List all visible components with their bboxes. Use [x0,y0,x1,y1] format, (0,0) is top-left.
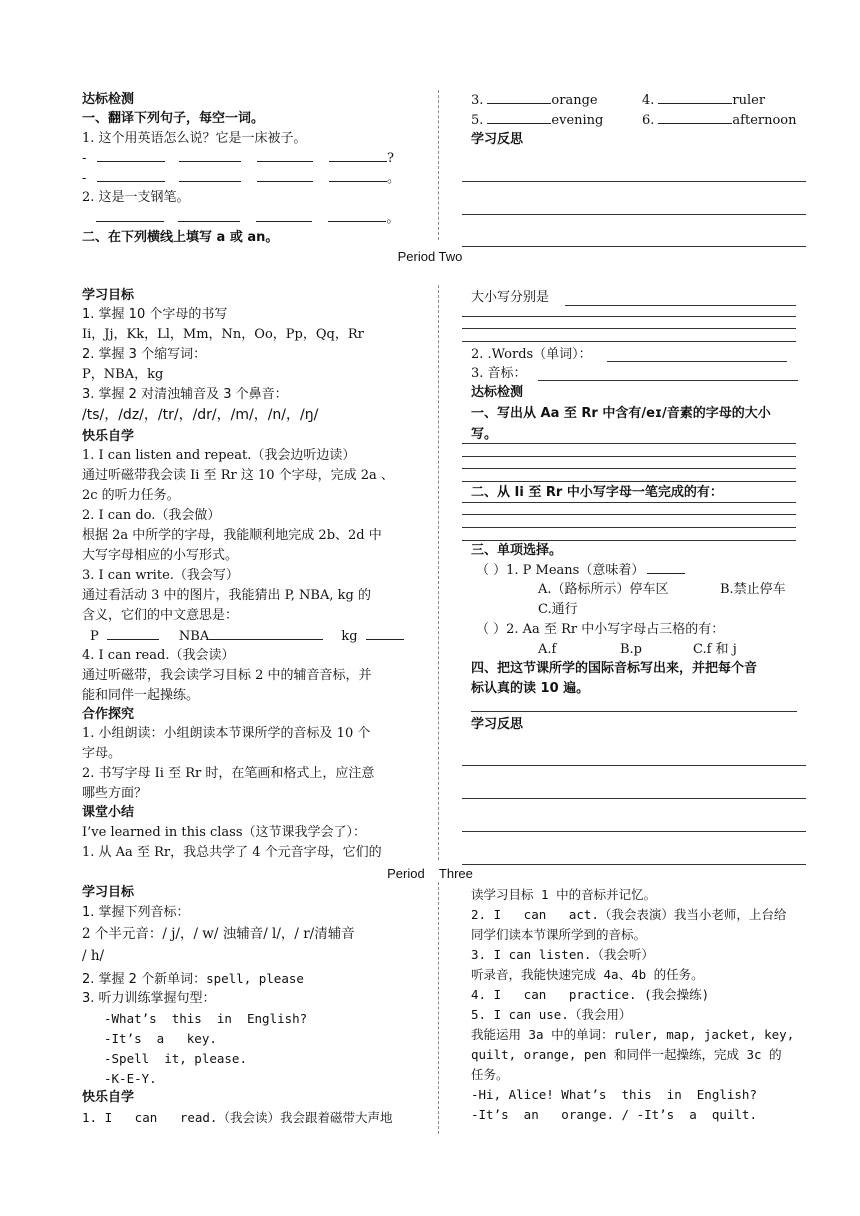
writing-line[interactable] [565,305,796,306]
dialogue-line: -What’s this in English? [104,1011,308,1026]
text-line: 听录音，我能快速完成 4a、4b 的任务。 [471,967,704,982]
text-line: 通过听磁带我会读 Ii 至 Rr 这 10 个字母，完成 2a 、 [82,468,394,483]
writing-line[interactable] [462,181,806,182]
blank-line-row [82,209,399,228]
goal-item: 2. 掌握 2 个新单词：spell, please [82,971,304,987]
dialogue-line: -It’s a key. [104,1031,217,1046]
goal-item: 3. 听力训练掌握句型： [82,991,216,1006]
dash: - [82,151,87,166]
writing-line[interactable] [462,765,806,766]
writing-line[interactable] [462,864,806,865]
question-text: 1. 这个用英语怎么说？它是一床被子。 [82,131,307,146]
goal-item: 1. 掌握 10 个字母的书写 [82,307,228,322]
blank[interactable] [658,91,732,104]
writing-line[interactable] [462,481,796,482]
text-line: 哪些方面？ [82,786,148,801]
reflection-heading: 学习反思 [471,717,524,732]
blank-line-row [82,169,400,188]
cooperation-heading: 合作探究 [82,707,135,722]
blank[interactable] [658,111,732,124]
text-line: 含义，它们的中文意思是： [82,608,239,623]
fill-item: 5. evening [471,113,604,128]
writing-line[interactable] [462,341,796,342]
question-text: 2. 这是一支钢笔。 [82,190,190,205]
text-line: 能和同伴一起操练。 [82,688,200,703]
blank[interactable] [328,209,386,222]
writing-line[interactable] [462,328,796,329]
goal-item: 2. 掌握 3 个缩写词： [82,347,207,362]
blank[interactable] [179,149,241,162]
check-heading: 达标检测 [471,385,524,400]
blank[interactable] [257,169,313,182]
exercise-heading: 一、翻译下列句子，每空一词。 [82,111,265,126]
mc-option[interactable]: B.p [620,642,643,657]
period-mark: 。 [386,211,400,226]
text-line: I’ve learned in this class（这节课我学会了）： [82,825,367,840]
writing-line[interactable] [471,711,797,712]
blank[interactable] [366,627,404,640]
writing-line[interactable] [462,831,806,832]
text-line: 3. I can write.（我会写） [82,568,239,583]
text-line: 根据 2a 中所学的字母，我能顺利地完成 2b、2d 中 [82,528,382,543]
period-heading: Period Three [387,866,473,881]
blank[interactable] [257,149,313,162]
writing-line[interactable] [607,361,787,362]
column-divider-1 [438,90,439,240]
dash: - [82,171,87,186]
goal-detail: Ii，Jj，Kk，Ll，Mm，Nn，Oo，Pp，Qq，Rr [82,327,364,342]
writing-line[interactable] [462,316,796,317]
text-line: 1. 从 Aa 至 Rr，我总共学了 4 个元音字母，它们的 [82,845,382,860]
mc-option[interactable]: A.f [538,642,557,657]
text-line: 2. I can act.（我会表演）我当小老师，上台给 [471,907,787,922]
goal-item: 3. 掌握 2 对清浊辅音及 3 个鼻音： [82,387,288,402]
blank[interactable] [178,209,240,222]
dialogue-line: -K-E-Y. [104,1071,157,1086]
text-line: 大写字母相应的小写形式。 [82,548,239,563]
text-line: 4. I can read.（我会读） [82,648,235,663]
text-line: 2c 的听力任务。 [82,488,180,503]
text-line: 同学们读本节课所学到的音标。 [471,927,647,942]
writing-line[interactable] [462,540,796,541]
text-line: 1. 小组朗读：小组朗读本节课所学的音标及 10 个 [82,726,371,741]
text-line: 我能运用 3a 中的单词：ruler, map, jacket, key, [471,1027,795,1042]
blank[interactable] [107,627,159,640]
blank[interactable] [647,561,685,574]
column-divider-2 [438,285,439,860]
mc-question: （ ）2. Aa 至 Rr 中小写字母占三格的有： [476,622,725,637]
blank[interactable] [97,149,165,162]
text-line: 读学习目标 1 中的音标并记忆。 [471,887,657,902]
text-line: 大小写分别是 [471,290,550,305]
period-mark: 。 [386,171,400,186]
blank[interactable] [96,209,164,222]
text-line: 2. .Words（单词）： [471,347,592,362]
blank[interactable] [179,169,241,182]
writing-line[interactable] [462,502,796,503]
mc-option[interactable]: C.通行 [538,602,578,617]
blank[interactable] [329,169,387,182]
writing-line[interactable] [462,514,796,515]
period-heading: Period Two [397,249,463,264]
text-line: 3. 音标： [471,366,527,381]
text-line: 字母。 [82,746,122,761]
text-line: 2. I can do.（我会做） [82,508,221,523]
summary-heading: 课堂小结 [82,805,135,820]
phonetic-symbols: /ts/，/dz/，/tr/，/dr/，/m/，/n/，/ŋ/ [82,407,319,423]
text-line: 通过看活动 3 中的图片，我能猜出 P, NBA, kg 的 [82,588,371,603]
blank[interactable] [487,111,551,124]
column-divider-3 [438,882,439,1134]
exercise-heading: 二、从 Ii 至 Rr 中小写字母一笔完成的有： [471,485,723,500]
goal-detail: P，NBA，kg [82,367,164,382]
writing-line[interactable] [462,246,806,247]
dialogue-line: -It’s an orange. / -It’s a quilt. [471,1107,757,1122]
text-line: 任务。 [471,1067,509,1082]
blank[interactable] [256,209,312,222]
text-line: quilt, orange, pen 和同伴一起操练，完成 3c 的 [471,1047,782,1062]
blank[interactable] [209,627,323,640]
question-mark: ? [386,151,394,166]
goal-heading: 学习目标 [82,288,135,303]
goal-detail: / h/ [82,948,105,964]
writing-line[interactable] [462,468,796,469]
exercise-heading: 二、在下列横线上填写 a 或 an。 [82,230,279,245]
fill-item: 4. ruler [642,93,766,108]
blank-line-row [82,149,394,168]
writing-line[interactable] [462,798,806,799]
text-line: 1. I can listen and repeat.（我会边听边读） [82,448,356,463]
dialogue-line: -Spell it, please. [104,1051,247,1066]
exercise-heading: 四、把这节课所学的国际音标写出来，并把每个音 [471,661,758,676]
writing-line[interactable] [538,380,798,381]
blank[interactable] [487,91,551,104]
writing-line[interactable] [462,527,796,528]
text-line: 3. I can listen.（我会听） [471,947,654,962]
fill-item: 3. orange [471,93,598,108]
text-line: 通过听磁带，我会读学习目标 2 中的辅音音标，并 [82,668,372,683]
blank[interactable] [329,149,387,162]
goal-item: 1. 掌握下列音标： [82,905,190,920]
fill-item: 6. afternoon [642,113,797,128]
exercise-heading: 写。 [471,427,498,442]
writing-line[interactable] [462,443,796,444]
mc-question: （ ）1. P Means（意味着） [476,561,685,580]
text-line: 5. I can use.（我会用） [471,1007,632,1022]
text-line: 4. I can practice. (我会操练) [471,987,710,1002]
reflection-heading: 学习反思 [471,132,524,147]
text-line: 2. 书写字母 Ii 至 Rr 时，在笔画和格式上，应注意 [82,766,375,781]
writing-line[interactable] [462,456,796,457]
exercise-heading: 一、写出从 Aa 至 Rr 中含有/eɪ/音素的字母的大小 [471,406,771,421]
abbr-blanks: P NBA kg [90,627,404,646]
mc-option[interactable]: C.f 和 j [693,642,737,657]
mc-option[interactable]: A.（路标所示）停车区 [538,582,669,597]
writing-line[interactable] [462,214,806,215]
section-title: 达标检测 [82,92,135,107]
exercise-heading: 三、单项选择。 [471,543,563,558]
blank[interactable] [97,169,165,182]
goal-detail: 2 个半元音：/ j/，/ w/ 浊辅音/ l/，/ r/清辅音 [82,926,355,942]
mc-option[interactable]: B.禁止停车 [720,582,786,597]
exercise-heading: 标认真的读 10 遍。 [471,681,590,696]
self-study-heading: 快乐自学 [82,429,135,444]
self-study-heading: 快乐自学 [82,1090,135,1105]
goal-heading: 学习目标 [82,885,135,900]
text-line: 1. I can read.（我会读）我会跟着磁带大声地 [82,1110,393,1125]
dialogue-line: -Hi, Alice! What’s this in English? [471,1087,757,1102]
